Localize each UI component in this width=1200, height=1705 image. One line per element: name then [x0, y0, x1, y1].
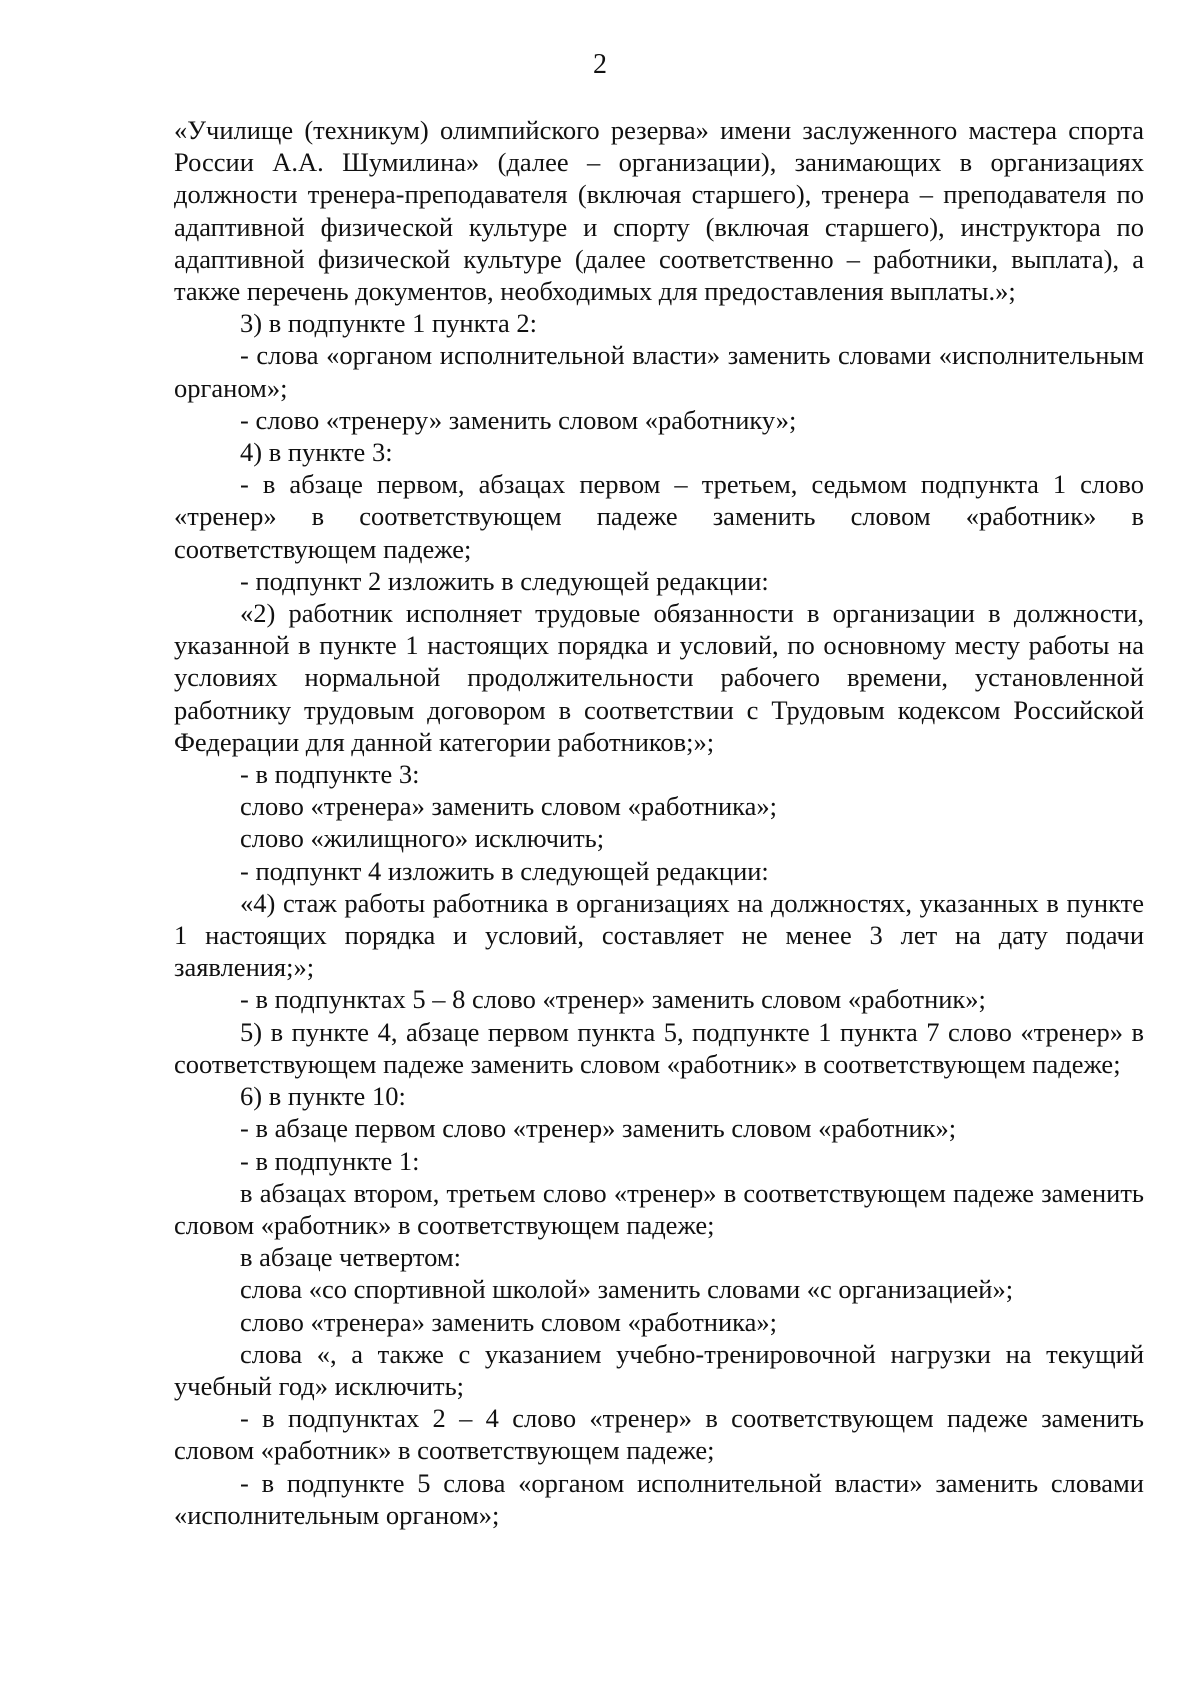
- page-number: 2: [593, 49, 607, 80]
- paragraph: - в абзаце первом, абзацах первом – третьем, седьмом подпункта 1 слово «тренер» в соответствующем падеже заменить словом «работник» в соответствующем падеже;: [174, 469, 1144, 564]
- paragraph: в абзацах втором, третьем слово «тренер» в соответствующем падеже заменить словом «работник» в соответствующем падеже;: [174, 1177, 1144, 1240]
- paragraph: слово «жилищного» исключить;: [240, 823, 605, 854]
- paragraph: слово «тренера» заменить словом «работника»;: [240, 791, 778, 822]
- paragraph: - в подпунктах 5 – 8 слово «тренер» заменить словом «работник»;: [240, 984, 986, 1015]
- paragraph: «2) работник исполняет трудовые обязанности в организации в должности, указанной в пункте 1 настоящих порядка и условий, по основному месту работы на условиях нормальной продолжительности рабочего времени, установленной работнику трудовым договором в соответствии с Трудовым кодексом Российской Федерации для данной категории работников;»;: [174, 598, 1144, 757]
- paragraph: «4) стаж работы работника в организациях на должностях, указанных в пункте 1 настоящих порядка и условий, составляет не менее 3 лет на дату подачи заявления;»;: [174, 887, 1144, 983]
- paragraph: в абзаце четвертом:: [240, 1242, 461, 1273]
- paragraph: 4) в пункте 3:: [240, 437, 393, 468]
- paragraph: - в подпунктах 2 – 4 слово «тренер» в соответствующем падеже заменить словом «работник» в соответствующем падеже;: [174, 1403, 1144, 1466]
- paragraph: - в подпункте 3:: [240, 759, 420, 790]
- paragraph: 6) в пункте 10:: [240, 1081, 406, 1112]
- paragraph: - в подпункте 1:: [240, 1145, 420, 1176]
- paragraph: - подпункт 2 изложить в следующей редакции:: [240, 565, 769, 596]
- paragraph: «Училище (техникум) олимпийского резерва» имени заслуженного мастера спорта России А.А. Шумилина» (далее – организации), занимающих в организациях должности тренера-преподавателя (включая старшего), тренера – преподавателя по адаптивной физической культуре и спорту (включая старшего), инструктора по адаптивной физической культуре (далее соответственно – работники, выплата), а также перечень документов, необходимых для предоставления выплаты.»;: [174, 115, 1144, 307]
- document-body: [174, 114, 1144, 1531]
- paragraph: 3) в подпункте 1 пункта 2:: [240, 308, 538, 339]
- paragraph: слово «тренера» заменить словом «работника»;: [240, 1306, 778, 1337]
- paragraph: - в подпункте 5 слова «органом исполнительной власти» заменить словами «исполнительным органом»;: [174, 1467, 1144, 1530]
- paragraph: - слова «органом исполнительной власти» заменить словами «исполнительным органом»;: [174, 340, 1144, 403]
- paragraph: - слово «тренеру» заменить словом «работнику»;: [240, 404, 797, 435]
- paragraph: - в абзаце первом слово «тренер» заменить словом «работник»;: [240, 1113, 957, 1144]
- paragraph: - подпункт 4 изложить в следующей редакции:: [240, 855, 769, 886]
- paragraph: слова «, а также с указанием учебно-тренировочной нагрузки на текущий учебный год» исключить;: [174, 1338, 1144, 1401]
- paragraph: 5) в пункте 4, абзаце первом пункта 5, подпункте 1 пункта 7 слово «тренер» в соответствующем падеже заменить словом «работник» в соответствующем падеже;: [174, 1016, 1144, 1079]
- paragraph: слова «со спортивной школой» заменить словами «с организацией»;: [240, 1274, 1014, 1305]
